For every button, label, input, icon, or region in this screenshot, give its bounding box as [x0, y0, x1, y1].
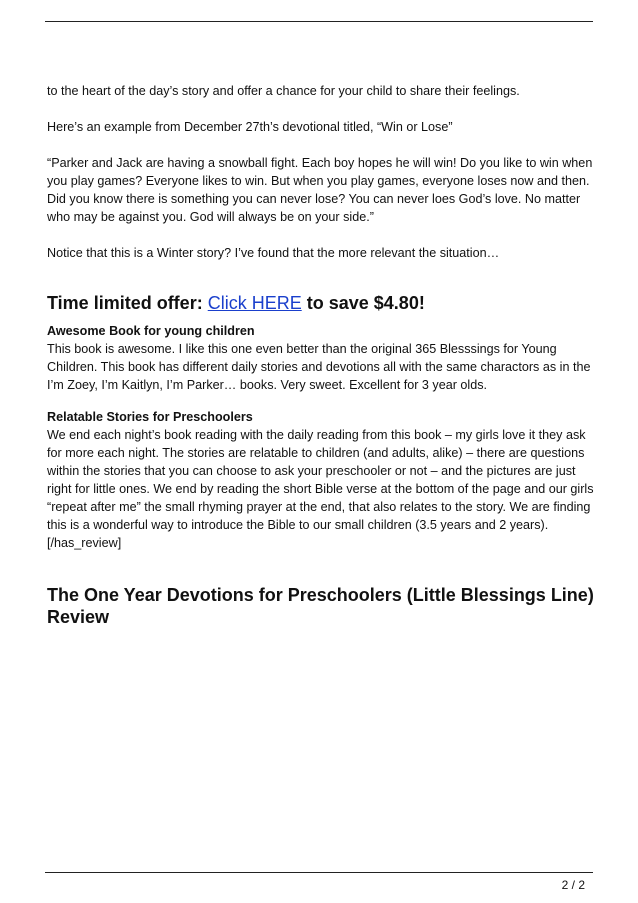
devotional-quote: “Parker and Jack are having a snowball fight. Each boy hopes he will win! Do you like to win when you play games? Everyone likes to win. But when you play games, everyone loses now and then. Did you know there is something you can never lose? You can never loes God’s love. No matter who may be against you. God will always be on your side.” [47, 156, 593, 224]
offer-suffix: to save $4.80! [306, 293, 425, 313]
bottom-rule [45, 872, 593, 873]
offer-heading [47, 292, 597, 314]
offer-link[interactable]: Click HERE [207, 293, 302, 313]
section-title: The One Year Devotions for Preschoolers (Little Blessings Line) Review [47, 585, 594, 627]
page-content [47, 82, 597, 628]
review-title: Awesome Book for young children [47, 324, 255, 338]
winter-note: Notice that this is a Winter story? I’ve found that the more relevant the situation… [47, 246, 500, 260]
review-body: We end each night’s book reading with the daily reading from this book – my girls love it they ask for more each night. The stories are relatable to children (and adults, alike) – there are questions within the stories that you can choose to ask your preschooler or not – and the pictures are just right for little ones. We end by reading the short Bible verse at the bottom of the page and our girls “repeat after me” the small rhyming prayer at the end, that also relates to the story. We are finding this is a wonderful way to introduce the Bible to our small children (3.5 years and 2 years).[/has_review] [47, 428, 594, 550]
offer-prefix: Time limited offer: [47, 293, 203, 313]
page-number: 2 / 2 [561, 878, 585, 892]
top-rule [45, 21, 593, 22]
intro-paragraph: to the heart of the day’s story and offer a chance for your child to share their feelings. [47, 84, 520, 98]
review-body: This book is awesome. I like this one even better than the original 365 Blesssings for Young Children. This book has different daily stories and devotions all with the same charactors as in the I’m Zoey, I’m Kaitlyn, I’m Parker… books. Very sweet. Excellent for 3 year olds. [47, 342, 591, 392]
review-title: Relatable Stories for Preschoolers [47, 410, 253, 424]
example-intro: Here’s an example from December 27th’s devotional titled, “Win or Lose” [47, 120, 453, 134]
